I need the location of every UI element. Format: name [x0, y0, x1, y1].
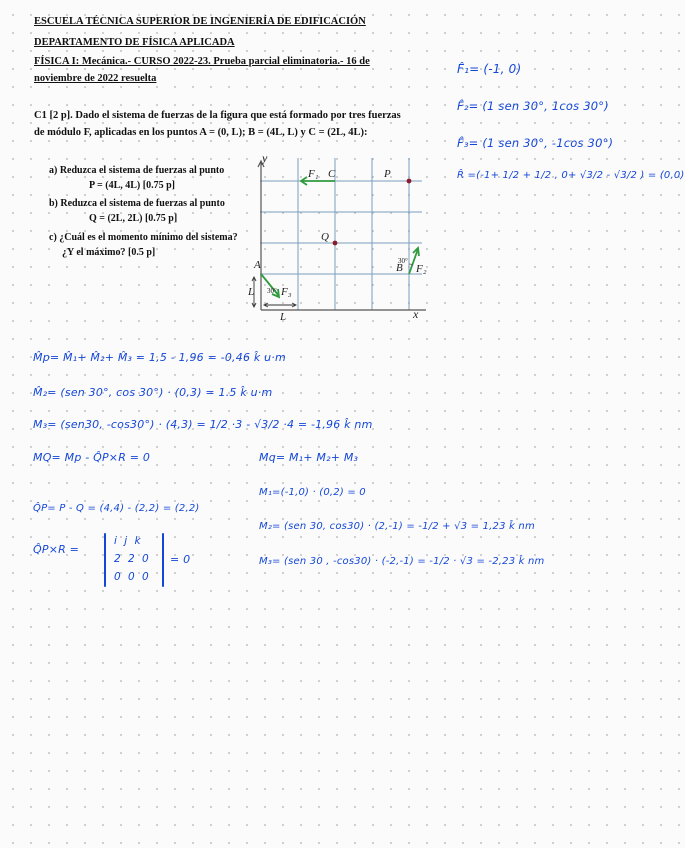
hw-qp-vector: Q̂P= P - Q = (4,4) - (2,2) = (2,2) [33, 503, 200, 514]
label-f2: F₂ [416, 263, 427, 275]
hw-mp-sum: M̂p= M̂₁+ M̂₂+ M̂₃ = 1,5 - 1,96 = -0,46 k̂ u·m [33, 351, 286, 364]
det-row-2: 2 2 0 [114, 553, 149, 565]
hw-mq-m3: M₃= (sen 30 , -cos30) · (-2,-1) = -1/2 · √3 = -2,23 k̂ nm [259, 556, 545, 567]
hw-mq-relation: MQ= Mp - Q̂P×R = 0 [33, 451, 151, 464]
hw-mq-sum: Mq= M₁+ M₂+ M₃ [259, 451, 359, 464]
label-q: Q [321, 231, 329, 243]
label-l-vertical: L [248, 286, 255, 298]
label-f3: F₃ [281, 286, 292, 298]
hw-m3: M₃= (sen30, -cos30°) · (4,3) = 1/2 ·3 - √3/2 ·4 = -1,96 k̂ nm [33, 418, 373, 431]
x-axis-label: x [413, 307, 419, 321]
point-q [333, 241, 338, 246]
label-a: A [254, 259, 261, 271]
statement-line-2: de módulo F, aplicadas en los puntos A = (0, L); B = (4L, L) y C = (2L, 4L): [34, 127, 368, 138]
hw-mq-m2: M₂= (sen 30, cos30) · (2,-1) = -1/2 + √3 = 1,23 k̂ nm [259, 521, 535, 532]
school-title: ESCUELA TÉCNICA SUPERIOR DE INGENIERÍA DE EDIFICACIÓN [34, 16, 366, 27]
hw-resultant: R̂ =(-1+ 1/2 + 1/2 , 0+ √3/2 - √3/2 ) = (0,0) [457, 170, 685, 181]
hw-force-f1: F̂₁= (-1, 0) [457, 62, 522, 76]
hw-mq-m1: M₁=(-1,0) · (0,2) = 0 [259, 487, 366, 498]
label-angle-a: 30° [267, 287, 277, 295]
hw-det-result: = 0 [170, 553, 191, 566]
label-l-horizontal: L [280, 311, 287, 323]
course-line-2: noviembre de 2022 resuelta [34, 73, 157, 84]
item-a-line-2: P = (4L, 4L) [0.75 p] [89, 180, 175, 191]
statement-line-1: C1 [2 p]. Dado el sistema de fuerzas de la figura que está formado por tres fuerzas [34, 110, 401, 121]
hw-m2: M̂₂= (sen 30°, cos 30°) · (0,3) = 1.5 k̂ u·m [33, 386, 273, 399]
force-figure [250, 150, 440, 325]
label-p: P [384, 168, 391, 180]
label-f1: F₁ [308, 168, 319, 180]
y-axis-label: y [262, 151, 268, 165]
course-line-1: FÍSICA I: Mecánica.- CURSO 2022-23. Prueba parcial eliminatoria.- 16 de [34, 56, 370, 67]
hw-determinant [104, 533, 174, 589]
department-title: DEPARTAMENTO DE FÍSICA APLICADA [34, 37, 235, 48]
item-b-line-1: b) Reduzca el sistema de fuerzas al punto [49, 198, 225, 209]
det-row-1: i j k [114, 535, 141, 547]
hw-force-f2: F̂₂= (1 sen 30°, 1cos 30°) [457, 99, 609, 113]
label-b: B [396, 262, 403, 274]
label-c: C [328, 168, 336, 180]
label-angle-b: 30° [398, 257, 408, 265]
hw-det-label: Q̂P×R = [33, 543, 80, 556]
item-c-line-2: ¿Y el máximo? [0.5 p] [62, 247, 156, 258]
item-b-line-2: Q = (2L, 2L) [0.75 p] [89, 213, 178, 224]
hw-force-f3: F̂₃= (1 sen 30°, -1cos 30°) [457, 136, 614, 150]
dimension-horizontal [264, 303, 296, 307]
item-a-line-1: a) Reduzca el sistema de fuerzas al punto [49, 165, 225, 176]
point-p [407, 179, 412, 184]
item-c-line-1: c) ¿Cuál es el momento mínimo del sistema? [49, 232, 238, 243]
det-row-3: 0 0 0 [114, 571, 149, 583]
